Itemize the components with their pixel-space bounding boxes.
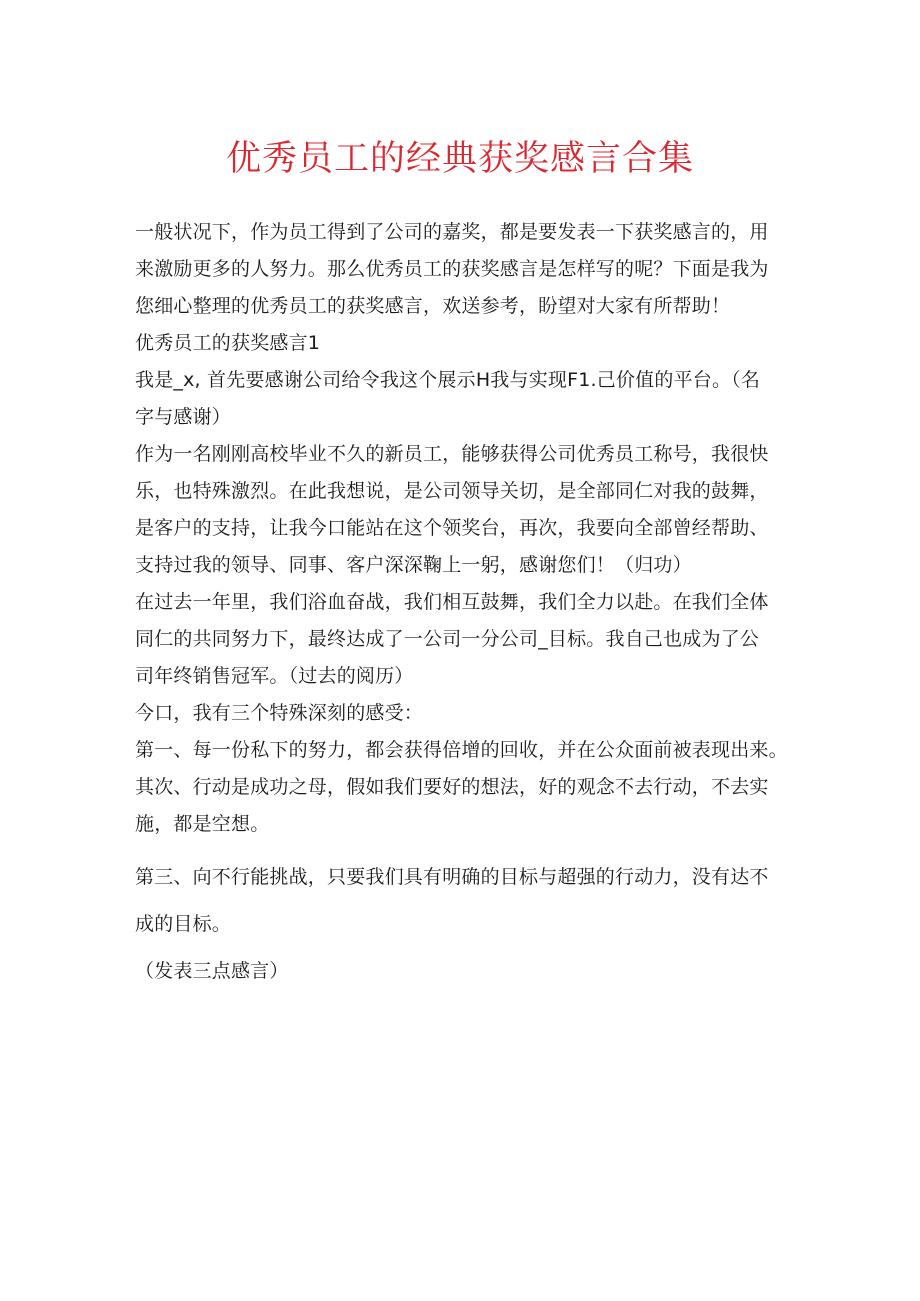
body-line: 是客户的支持，让我今口能站在这个领奖台，再次，我要向全部曾经帮助、 xyxy=(135,517,769,539)
body-line: 我是_x, 首先要感谢公司给令我这个展示H我与实现F1.己价值的平台。（名 xyxy=(135,369,761,391)
body-line: 第三、向不行能挑战，只要我们具有明确的目标与超强的行动力，没有达不 xyxy=(135,866,769,888)
body-line: 第一、每一份私下的努力，都会获得倍增的回收，并在公众面前被表现出来。 xyxy=(135,739,788,761)
body-line: 一般状况下，作为员工得到了公司的嘉奖，都是要发表一下获奖感言的，用 xyxy=(135,221,769,243)
body-line: 在过去一年里，我们浴血奋战，我们相互鼓舞，我们全力以赴。在我们全体 xyxy=(135,591,769,613)
body-line: 支持过我的领导、同事、客户深深鞠上一躬，感谢您们！（归功） xyxy=(135,554,692,576)
body-line: 字与感谢） xyxy=(135,406,232,428)
body-line: 您细心整理的优秀员工的获奖感言，欢送参考，盼望对大家有所帮助！ xyxy=(135,295,731,317)
body-line: 其次、行动是成功之母，假如我们要好的想法，好的观念不去行动，不去实 xyxy=(135,776,769,798)
body-line: 来激励更多的人努力。那么优秀员工的获奖感言是怎样写的呢？下面是我为 xyxy=(135,258,769,280)
section-heading: 优秀员工的获奖感言1 xyxy=(135,332,321,354)
body-line: 作为一名刚刚高校毕业不久的新员工，能够获得公司优秀员工称号，我很快 xyxy=(135,443,769,465)
body-line: 施，都是空想。 xyxy=(135,813,270,835)
document-title: 优秀员工的经典获奖感言合集 xyxy=(225,139,694,179)
body-line: （发表三点感言） xyxy=(135,960,289,982)
body-line: 乐，也特殊激烈。在此我想说，是公司领导关切，是全部同仁对我的鼓舞， xyxy=(135,480,769,502)
body-line: 今口，我有三个特殊深刻的感受： xyxy=(135,702,424,724)
document-body xyxy=(135,214,795,990)
body-line: 司年终销售冠军。（过去的阅历） xyxy=(135,665,414,687)
body-line: 成的目标。 xyxy=(135,913,232,935)
body-line: 同仁的共同努力下，最终达成了一公司一分公司_目标。我自己也成为了公 xyxy=(135,628,760,650)
